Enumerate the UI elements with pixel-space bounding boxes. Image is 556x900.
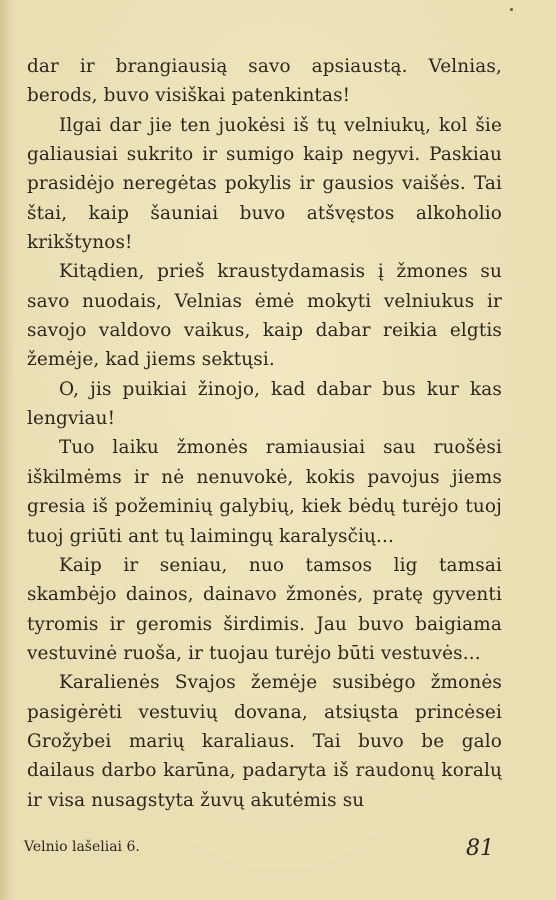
paragraph: Tuo laiku žmonės ramiausiai sau ruošėsi iškilmėms ir nė nenuvokė, kokis pavojus jiems gresia iš požeminių galybių, kiek bėdų turėjo tuoj tuoj griūti ant tų laimingų karalysčių... xyxy=(27,437,502,547)
paragraph: Kaip ir seniau, nuo tamsos lig tamsai skambėjo dainos, dainavo žmonės, pratę gyventi tyromis ir geromis širdimis. Jau buvo baigiama vestuvinė ruoša, ir tuojau turėjo būti vestuvės... xyxy=(27,554,502,664)
paragraph-continuation: dar ir brangiausią savo apsiaustą. Velnias, berods, buvo visiškai patenkintas! xyxy=(27,56,502,107)
paragraph: Ilgai dar jie ten juokėsi iš tų velniukų, kol šie galiausiai sukrito ir sumigo kaip negyvi. Paskiau prasidėjo neregėtas pokylis ir gausios vaišės. Tai štai, kaip šauniai buvo atšvęstos alkoholio krikštynos! xyxy=(27,114,502,254)
paragraph: O, jis puikiai žinojo, kad dabar bus kur kas lengviau! xyxy=(27,378,502,430)
paragraph: Karalienės Svajos žemėje susibėgo žmonės pasigėrėti vestuvių dovana, atsiųsta princėsei Grožybei marių karaliaus. Tai buvo be galo dailaus darbo karūna, padaryta iš raudonų koralų ir visa nusagstyta žuvų akutėmis su xyxy=(27,672,502,811)
ink-speck xyxy=(510,8,513,11)
page-body-text xyxy=(27,52,502,815)
signature-mark: Velnio lašeliai 6. xyxy=(24,839,140,855)
page-number: 81 xyxy=(466,836,494,861)
paragraph: Kitądien, prieš kraustydamasis į žmones su savo nuodais, Velnias ėmė mokyti velniukus ir savojo valdovo vaikus, kaip dabar reikia elgtis žemėje, kad jiems sektųsi. xyxy=(27,261,502,371)
